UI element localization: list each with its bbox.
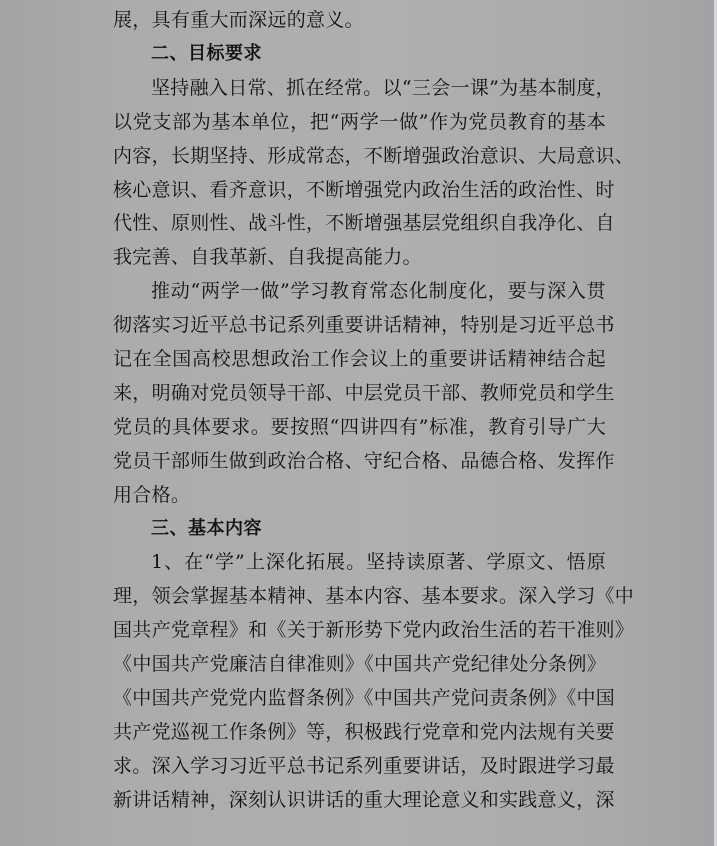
section-heading: 二、目标要求 xyxy=(151,42,262,64)
section-heading: 三、基本内容 xyxy=(151,517,262,539)
text-line: 《中国共产党党内监督条例》《中国共产党问责条例》《中国 xyxy=(113,687,616,709)
text-line: 1、在“学”上深化拓展。坚持读原著、学原文、悟原 xyxy=(151,551,606,574)
text-line: 坚持融入日常、抓在经常。以“三会一课”为基本制度， xyxy=(151,76,615,99)
text-line: 推动“两学一做”学习教育常态化制度化，要与深入贯 xyxy=(151,280,606,303)
text-line: 代性、原则性、战斗性，不断增强基层党组织自我净化、自 xyxy=(113,212,615,235)
text-line: 记在全国高校思想政治工作会议上的重要讲话精神结合起 xyxy=(113,348,606,370)
text-line: 内容，长期坚持、形成常态，不断增强政治意识、大局意识、 xyxy=(113,144,635,167)
text-line: 求。深入学习习近平总书记系列重要讲话，及时跟进学习最 xyxy=(113,754,615,777)
text-line: 党员干部师生做到政治合格、守纪合格、品德合格、发挥作 xyxy=(113,449,615,472)
text-line: 共产党巡视工作条例》等，积极践行党章和党内法规有关要 xyxy=(113,720,615,743)
text-line: 以党支部为基本单位，把“两学一做”作为党员教育的基本 xyxy=(113,110,606,133)
text-line: 新讲话精神，深刻认识讲话的重大理论意义和实践意义，深 xyxy=(113,788,615,811)
text-line: 理，领会掌握基本精神、基本内容、基本要求。深入学习《中 xyxy=(113,585,635,608)
text-line: 用合格。 xyxy=(113,483,191,506)
text-line: 展，具有重大而深远的意义。 xyxy=(113,9,364,31)
text-line: 国共产党章程》和《关于新形势下党内政治生活的若干准则》 xyxy=(113,619,635,642)
text-line: 党员的具体要求。要按照“四讲四有”标准，教育引导广大 xyxy=(113,415,606,438)
text-line: 彻落实习近平总书记系列重要讲话精神，特别是习近平总书 xyxy=(113,314,615,337)
text-line: 来，明确对党员领导干部、中层党员干部、教师党员和学生 xyxy=(113,381,615,404)
text-line: 《中国共产党廉洁自律准则》《中国共产党纪律处分条例》 xyxy=(113,653,606,676)
text-line: 核心意识、看齐意识，不断增强党内政治生活的政治性、时 xyxy=(113,178,615,201)
text-line: 我完善、自我革新、自我提高能力。 xyxy=(113,246,422,269)
